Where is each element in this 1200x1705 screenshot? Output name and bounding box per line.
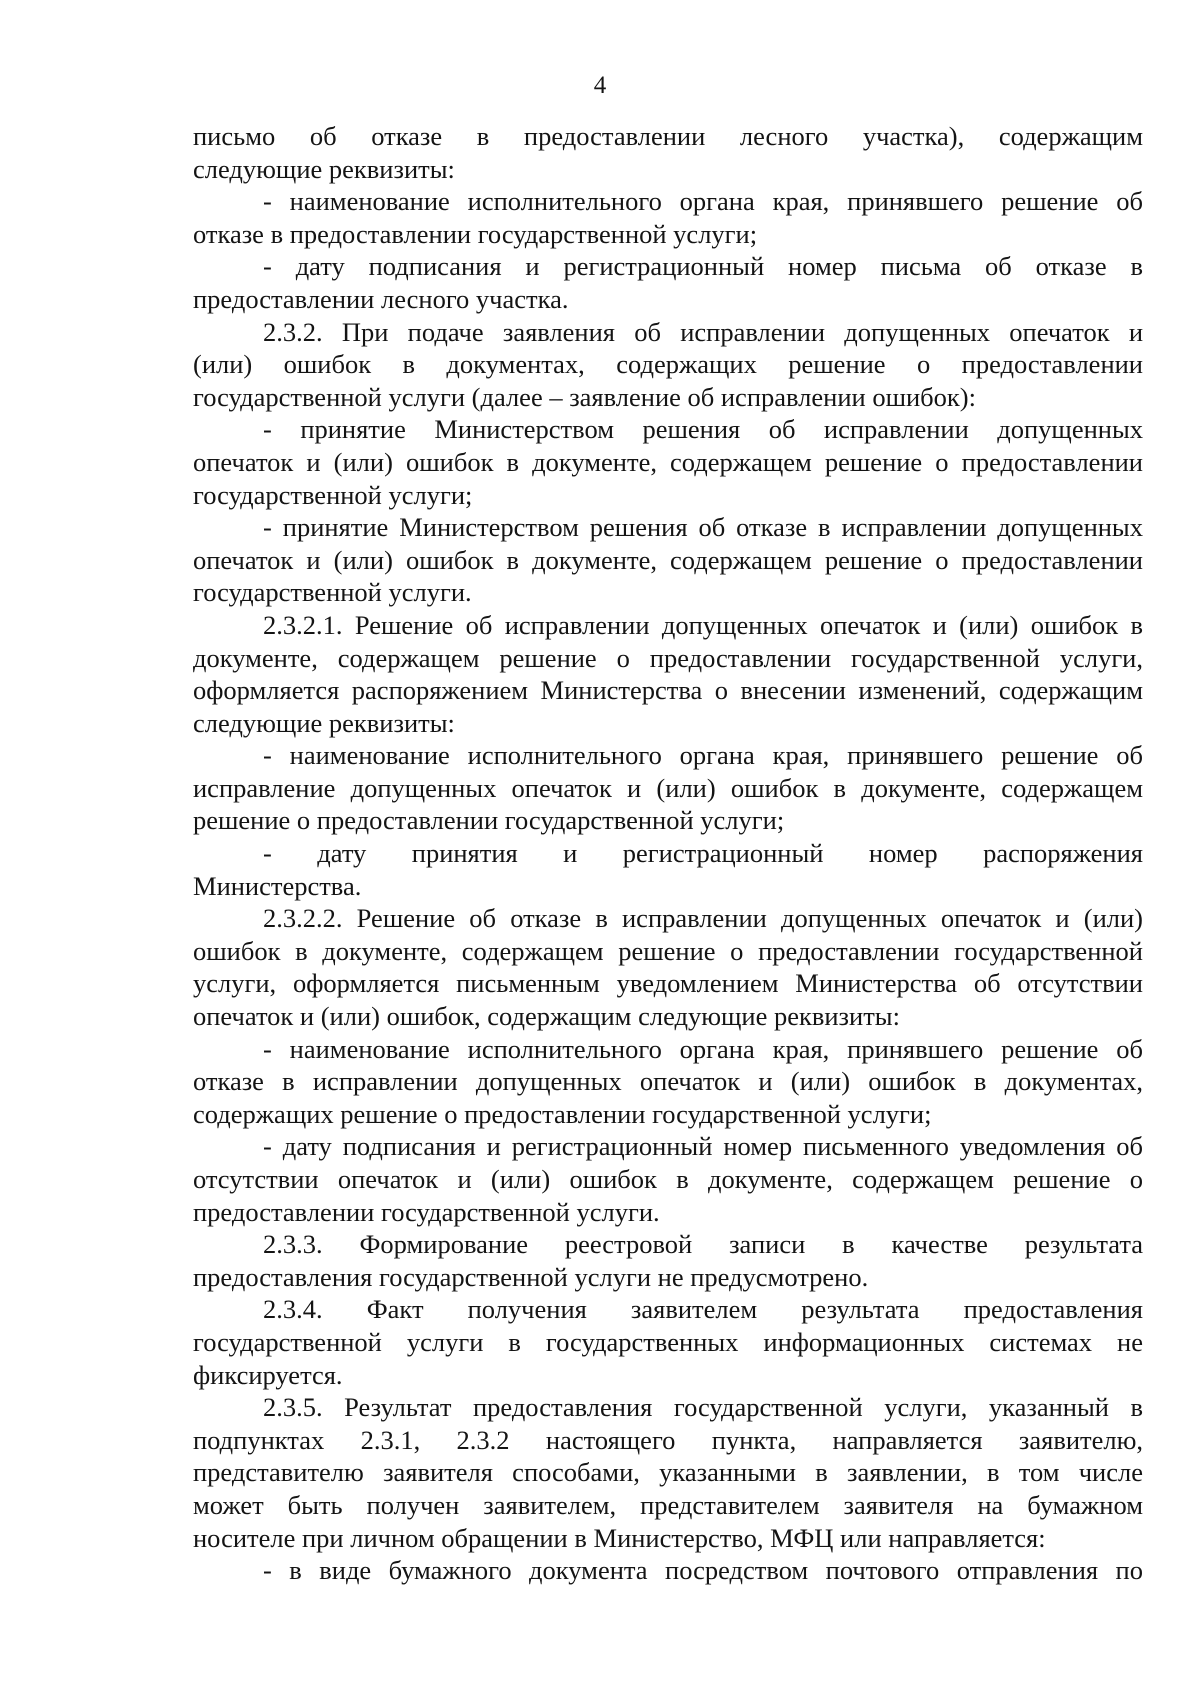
paragraph-5-line-1: опечаток и (или) ошибок в документе, содержащем решение о предоставлении bbox=[193, 544, 1143, 575]
paragraph-3-line-1: (или) ошибок в документах, содержащих решение о предоставлении bbox=[193, 349, 1143, 380]
paragraph-9-line-2: услуги, оформляется письменным уведомлением Министерства об отсутствии bbox=[193, 968, 1143, 999]
paragraph-12-line-1: предоставления государственной услуги не предусмотрено. bbox=[193, 1261, 869, 1292]
paragraph-11-line-1: отсутствии опечаток и (или) ошибок в документе, содержащем решение о bbox=[193, 1164, 1143, 1194]
paragraph-11-line-0: - дату подписания и регистрационный номер письменного уведомления об bbox=[263, 1131, 1143, 1162]
paragraph-2-line-1: предоставлении лесного участка. bbox=[193, 283, 569, 314]
paragraph-0-line-0: письмо об отказе в предоставлении лесного участка), содержащим bbox=[193, 121, 1143, 151]
paragraph-1-line-1: отказе в предоставлении государственной услуги; bbox=[193, 218, 758, 249]
paragraph-14-line-2: представителю заявителя способами, указанными в заявлении, в том числе bbox=[193, 1457, 1143, 1488]
paragraph-10-line-1: отказе в исправлении допущенных опечаток и (или) ошибок в документах, bbox=[193, 1066, 1143, 1097]
paragraph-7-line-2: решение о предоставлении государственной услуги; bbox=[193, 805, 785, 836]
page-number: 4 bbox=[593, 72, 607, 99]
paragraph-0-line-1: следующие реквизиты: bbox=[193, 153, 455, 184]
paragraph-1-line-0: - наименование исполнительного органа края, принявшего решение об bbox=[263, 186, 1143, 217]
paragraph-6-line-2: оформляется распоряжением Министерства о внесении изменений, содержащим bbox=[193, 675, 1143, 706]
paragraph-4-line-0: - принятие Министерством решения об исправлении допущенных bbox=[263, 414, 1143, 445]
paragraph-13-line-1: государственной услуги в государственных информационных системах не bbox=[193, 1326, 1143, 1357]
paragraph-13-line-0: 2.3.4. Факт получения заявителем результата предоставления bbox=[263, 1294, 1143, 1325]
paragraph-5-line-2: государственной услуги. bbox=[193, 577, 472, 608]
paragraph-9-line-3: опечаток и (или) ошибок, содержащим следующие реквизиты: bbox=[193, 1001, 900, 1032]
paragraph-4-line-2: государственной услуги; bbox=[193, 479, 473, 510]
paragraph-2-line-0: - дату подписания и регистрационный номер письма об отказе в bbox=[263, 251, 1143, 282]
paragraph-14-line-4: носителе при личном обращении в Министерство, МФЦ или направляется: bbox=[193, 1522, 1046, 1553]
paragraph-10-line-0: - наименование исполнительного органа края, принявшего решение об bbox=[263, 1033, 1143, 1064]
paragraph-14-line-0: 2.3.5. Результат предоставления государственной услуги, указанный в bbox=[263, 1392, 1143, 1423]
paragraph-8-line-0: - дату принятия и регистрационный номер распоряжения bbox=[263, 838, 1143, 869]
paragraph-14-line-3: может быть получен заявителем, представителем заявителя на бумажном bbox=[193, 1489, 1143, 1520]
paragraph-7-line-0: - наименование исполнительного органа края, принявшего решение об bbox=[263, 740, 1143, 771]
paragraph-6-line-1: документе, содержащем решение о предоставлении государственной услуги, bbox=[193, 642, 1143, 673]
paragraph-6-line-3: следующие реквизиты: bbox=[193, 707, 455, 738]
document-body bbox=[193, 120, 1143, 1587]
paragraph-9-line-1: ошибок в документе, содержащем решение о предоставлении государственной bbox=[193, 935, 1143, 966]
paragraph-11-line-2: предоставлении государственной услуги. bbox=[193, 1196, 660, 1227]
paragraph-10-line-2: содержащих решение о предоставлении государственной услуги; bbox=[193, 1098, 932, 1129]
paragraph-3-line-0: 2.3.2. При подаче заявления об исправлении допущенных опечаток и bbox=[263, 316, 1143, 347]
paragraph-15-line-0: - в виде бумажного документа посредством почтового отправления по bbox=[263, 1555, 1143, 1586]
paragraph-13-line-2: фиксируется. bbox=[193, 1359, 343, 1390]
paragraph-8-line-1: Министерства. bbox=[193, 870, 362, 901]
paragraph-12-line-0: 2.3.3. Формирование реестровой записи в качестве результата bbox=[263, 1229, 1143, 1260]
paragraph-9-line-0: 2.3.2.2. Решение об отказе в исправлении допущенных опечаток и (или) bbox=[263, 903, 1143, 934]
paragraph-14-line-1: подпунктах 2.3.1, 2.3.2 настоящего пункта, направляется заявителю, bbox=[193, 1424, 1143, 1455]
paragraph-4-line-1: опечаток и (или) ошибок в документе, содержащем решение о предоставлении bbox=[193, 446, 1143, 477]
paragraph-7-line-1: исправление допущенных опечаток и (или) ошибок в документе, содержащем bbox=[193, 772, 1143, 803]
paragraph-5-line-0: - принятие Министерством решения об отказе в исправлении допущенных bbox=[263, 512, 1143, 543]
paragraph-3-line-2: государственной услуги (далее – заявление об исправлении ошибок): bbox=[193, 381, 976, 412]
paragraph-6-line-0: 2.3.2.1. Решение об исправлении допущенных опечаток и (или) ошибок в bbox=[263, 609, 1143, 640]
